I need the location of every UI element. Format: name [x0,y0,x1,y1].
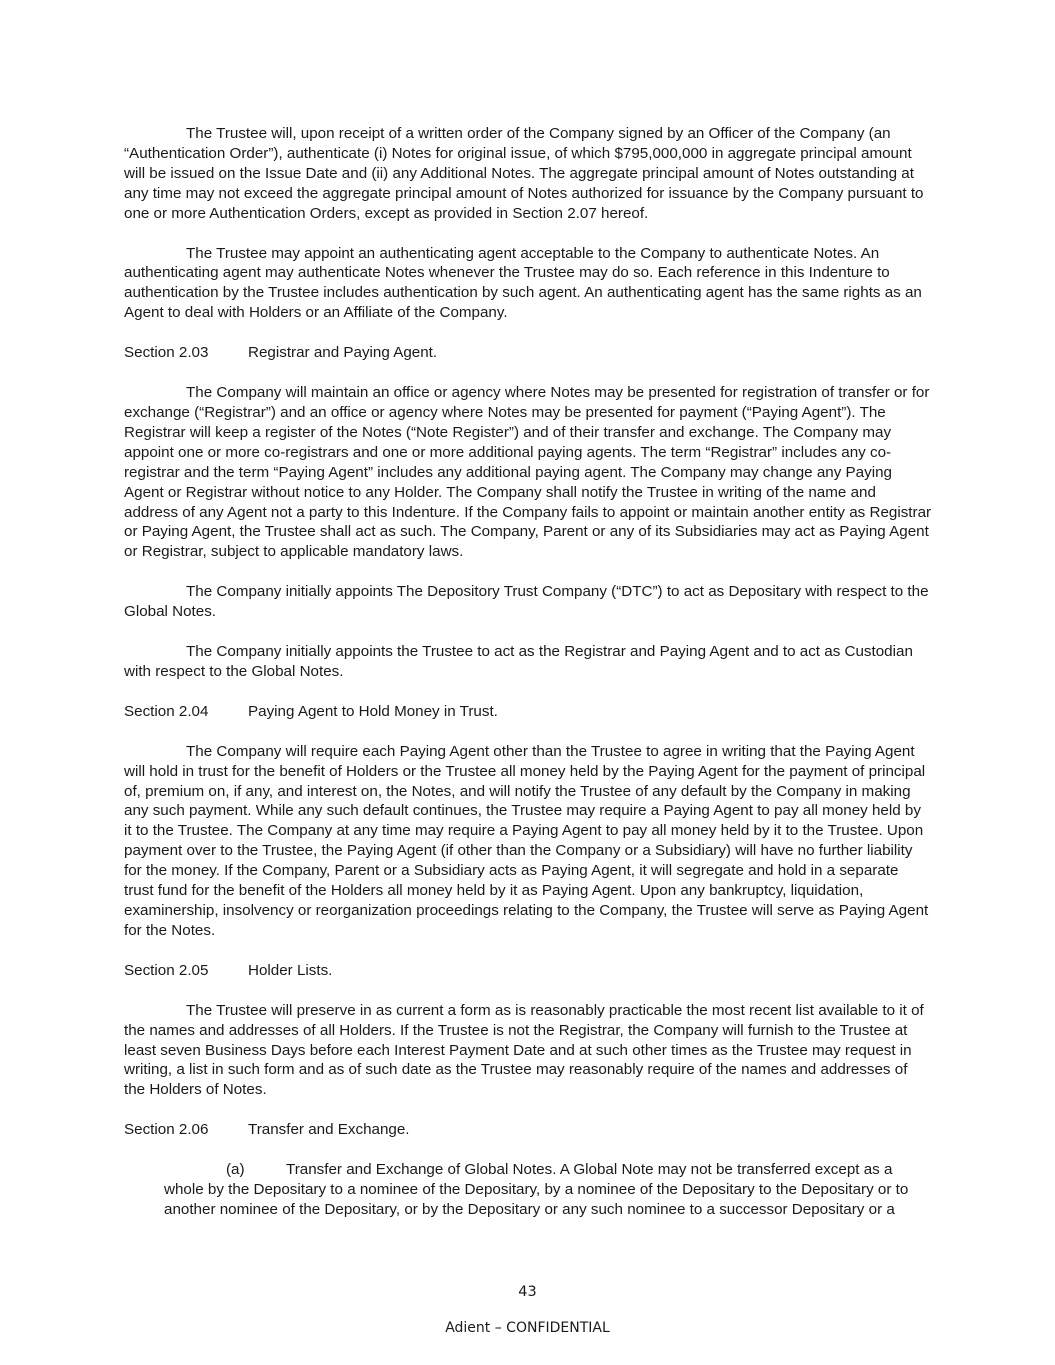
section-title: Registrar and Paying Agent. [248,344,438,362]
section-title: Paying Agent to Hold Money in Trust. [248,702,498,720]
section-title: Holder Lists. [248,961,333,979]
paragraph-money-in-trust: The Company will require each Paying Agent other than the Trustee to agree in writing that the Paying Agent will hold in trust for the benefit of Holders or the Trustee all money held by the Paying Agent for the payment of principal of, premium on, if any, and interest on, the Notes, and will notify the Trustee of any default by the Company in making any such payment. While any such default continues, the Trustee may require a Paying Agent to pay all money held by it to the Trustee. The Company at any time may require a Paying Agent to pay all money held by it to the Trustee. Upon payment over to the Trustee, the Paying Agent (if other than the Company or a Subsidiary) will have no further liability for the money. If the Company, Parent or a Subsidiary acts as Paying Agent, it will segregate and hold in a separate trust fund for the benefit of the Holders all money held by it as Paying Agent. Upon any bankruptcy, liquidation, examinership, insolvency or reorganization proceedings relating to the Company, the Trustee will serve as Paying Agent for the Notes. [124,742,929,939]
document-body [124,124,932,1220]
subsection-label: (a) [226,1161,245,1179]
section-number: Section 2.05 [124,961,209,979]
subsection-a [164,1160,932,1220]
paragraph-authentication-order: The Trustee will, upon receipt of a written order of the Company signed by an Officer of the Company (an “Authentication Order”), authenticate (i) Notes for original issue, of which $795,000,000 in aggregate principal amount will be issued on the Issue Date and (ii) any Additional Notes. The aggregate principal amount of Notes outstanding at any time may not exceed the aggregate principal amount of Notes authorized for issuance by the Company pursuant to one or more Authentication Orders, except as provided in Section 2.07 hereof. [124,125,924,222]
page-number: 43 [518,1284,537,1300]
paragraph-custodian: The Company initially appoints the Trustee to act as the Registrar and Paying Agent and to act as Custodian with respect to the Global Notes. [124,643,913,680]
section-number: Section 2.04 [124,702,209,720]
section-heading-2-06 [124,1120,932,1140]
section-heading-2-05 [124,961,932,981]
confidential-footer: Adient – CONFIDENTIAL [445,1320,610,1336]
section-number: Section 2.03 [124,344,209,362]
section-title: Transfer and Exchange. [248,1121,410,1139]
section-number: Section 2.06 [124,1121,209,1139]
section-heading-2-03 [124,343,932,363]
paragraph-registrar-paying-agent: The Company will maintain an office or agency where Notes may be presented for registration of transfer or for exchange (“Registrar”) and an office or agency where Notes may be presented for payment (“Paying Agent”). The Registrar will keep a register of the Notes (“Note Register”) and of their transfer and exchange. The Company may appoint one or more co-registrars and one or more additional paying agents. The term “Registrar” includes any co-registrar and the term “Paying Agent” includes any additional paying agent. The Company may change any Paying Agent or Registrar without notice to any Holder. The Company shall notify the Trustee in writing of the name and address of any Agent not a party to this Indenture. If the Company fails to appoint or maintain another entity as Registrar or Paying Agent, the Trustee shall act as such. The Company, Parent or any of its Subsidiaries may act as Paying Agent or Registrar, subject to applicable mandatory laws. [124,384,932,561]
paragraph-holder-lists: The Trustee will preserve in as current a form as is reasonably practicable the most recent list available to it of the names and addresses of all Holders. If the Trustee is not the Registrar, the Company will furnish to the Trustee at least seven Business Days before each Interest Payment Date and at such other times as the Trustee may request in writing, a list in such form and as of such date as the Trustee may reasonably require of the names and addresses of the Holders of Notes. [124,1001,924,1099]
paragraph-authenticating-agent: The Trustee may appoint an authenticating agent acceptable to the Company to authenticate Notes. An authenticating agent may authenticate Notes whenever the Trustee may do so. Each reference in this Indenture to authentication by the Trustee includes authentication by such agent. An authenticating agent has the same rights as an Agent to deal with Holders or an Affiliate of the Company. [124,244,922,322]
section-heading-2-04 [124,702,932,722]
paragraph-depositary: The Company initially appoints The Depository Trust Company (“DTC”) to act as Depositary with respect to the Global Notes. [124,583,929,621]
subsection-text: Transfer and Exchange of Global Notes. A Global Note may not be transferred except as a whole by the Depositary to a nominee of the Depositary, by a nominee of the Depositary to the Depositary or to another nominee of the Depositary, or by the Depositary or any such nominee to a successor Depositary or a [164,1161,909,1218]
